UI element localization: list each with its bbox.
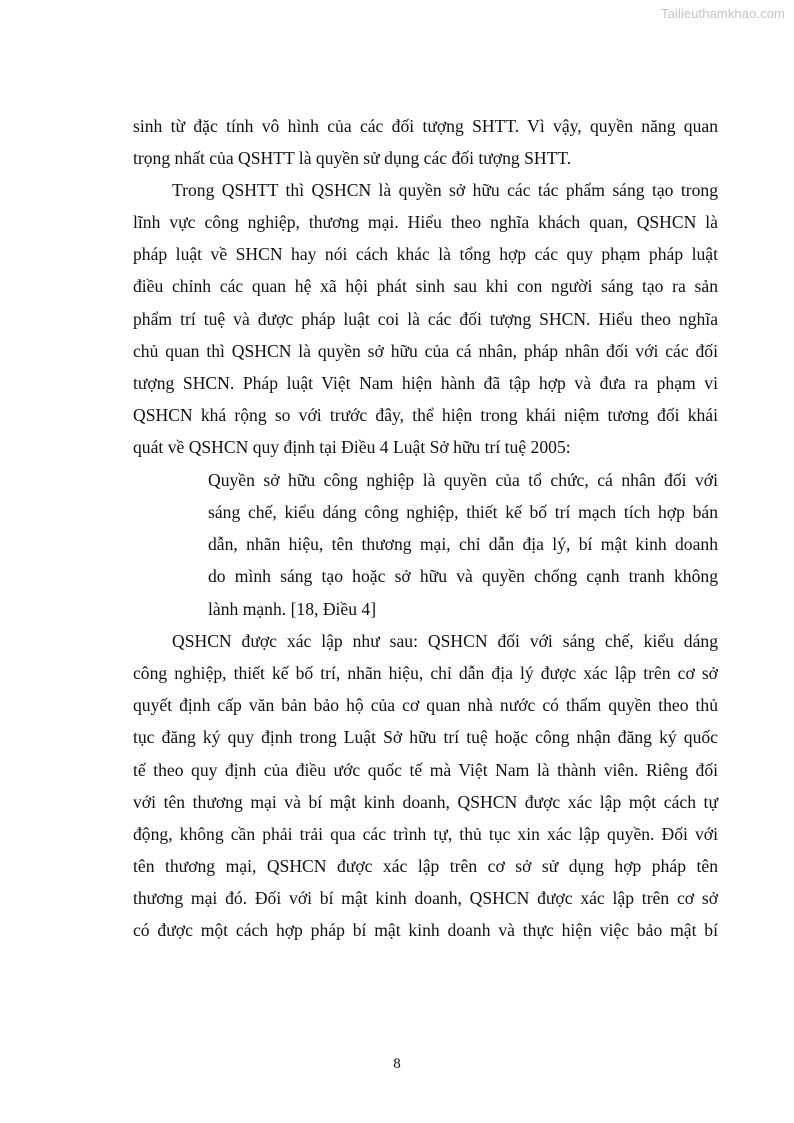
body-line: với tên thương mại và bí mật kinh doanh, QSHCN được xác lập một cách tự xyxy=(133,792,718,812)
body-line: lĩnh vực công nghiệp, thương mại. Hiểu theo nghĩa khách quan, QSHCN là xyxy=(133,212,718,232)
body-line: thương mại đó. Đối với bí mật kinh doanh, QSHCN được xác lập trên cơ sở xyxy=(133,888,718,908)
quote-line: dẫn, nhãn hiệu, tên thương mại, chỉ dẫn địa lý, bí mật kinh doanh xyxy=(208,534,718,554)
paragraph-first-line: QSHCN được xác lập như sau: QSHCN đối với sáng chế, kiểu dáng xyxy=(172,631,718,651)
body-line: trọng nhất của QSHTT là quyền sử dụng các đối tượng SHTT. xyxy=(133,148,572,168)
body-line: chủ quan thì QSHCN là quyền sở hữu của cá nhân, pháp nhân đối với các đối xyxy=(133,341,718,361)
quote-line: Quyền sở hữu công nghiệp là quyền của tổ chức, cá nhân đối với xyxy=(208,470,718,490)
body-line: động, không cần phải trải qua các trình tự, thủ tục xin xác lập quyền. Đối với xyxy=(133,824,718,844)
watermark: Tailieuthamkhao.com xyxy=(660,6,785,21)
body-line: quyết định cấp văn bản bảo hộ của cơ quan nhà nước có thẩm quyền theo thủ xyxy=(133,695,718,715)
body-line: tượng SHCN. Pháp luật Việt Nam hiện hành đã tập hợp và đưa ra phạm vi xyxy=(133,373,718,393)
quote-line: do mình sáng tạo hoặc sở hữu và quyền chống cạnh tranh không xyxy=(208,566,718,586)
quote-line: sáng chế, kiểu dáng công nghiệp, thiết kế bố trí mạch tích hợp bán xyxy=(208,502,718,522)
body-line: tên thương mại, QSHCN được xác lập trên cơ sở sử dụng hợp pháp tên xyxy=(133,856,718,876)
page-number: 8 xyxy=(393,1056,401,1072)
body-line: tế theo quy định của điều ước quốc tế mà Việt Nam là thành viên. Riêng đối xyxy=(133,760,718,780)
body-line: quát về QSHCN quy định tại Điều 4 Luật Sở hữu trí tuệ 2005: xyxy=(133,437,571,457)
body-line: điều chỉnh các quan hệ xã hội phát sinh sau khi con người sáng tạo ra sản xyxy=(133,276,718,296)
paragraph-first-line: Trong QSHTT thì QSHCN là quyền sở hữu các tác phẩm sáng tạo trong xyxy=(172,180,718,200)
body-line: tục đăng ký quy định trong Luật Sở hữu trí tuệ hoặc công nhận đăng ký quốc xyxy=(133,727,718,747)
body-line: phẩm trí tuệ và được pháp luật coi là các đối tượng SHCN. Hiểu theo nghĩa xyxy=(133,309,718,329)
body-line: sinh từ đặc tính vô hình của các đối tượng SHTT. Vì vậy, quyền năng quan xyxy=(133,116,718,136)
body-line: có được một cách hợp pháp bí mật kinh doanh và thực hiện việc bảo mật bí xyxy=(133,920,718,940)
body-line: pháp luật về SHCN hay nói cách khác là tổng hợp các quy phạm pháp luật xyxy=(133,244,718,264)
body-line: công nghiệp, thiết kế bố trí, nhãn hiệu, chỉ dẫn địa lý được xác lập trên cơ sở xyxy=(133,663,718,683)
body-line: QSHCN khá rộng so với trước đây, thể hiện trong khái niệm tương đối khái xyxy=(133,405,718,425)
quote-line: lành mạnh. [18, Điều 4] xyxy=(208,599,377,619)
